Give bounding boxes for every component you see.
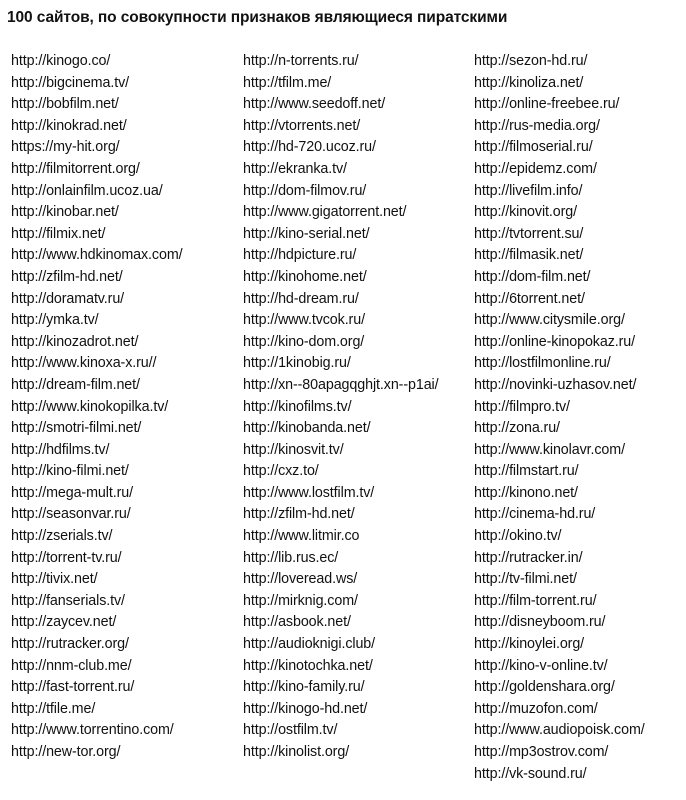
site-url-item: http://vtorrents.net/ [243, 117, 361, 134]
site-url-item: https://my-hit.org/ [11, 139, 120, 156]
site-url-item: http://zfilm-hd.net/ [243, 506, 355, 523]
site-url-item: http://kino-filmi.net/ [11, 463, 129, 480]
site-url-item: http://www.lostfilm.tv/ [243, 484, 375, 501]
site-url-item: http://muzofon.com/ [474, 700, 598, 717]
site-url-item: http://nnm-club.me/ [11, 657, 132, 674]
site-url-item: http://online-freebee.ru/ [474, 96, 620, 113]
site-url-item: http://xn--80apagqghjt.xn--p1ai/ [243, 376, 439, 393]
site-url-item: http://new-tor.org/ [11, 744, 121, 760]
site-url-item: http://ymka.tv/ [11, 312, 99, 329]
site-url-item: http://kinoliza.net/ [474, 74, 584, 91]
site-url-item: http://kinoylei.org/ [474, 636, 585, 653]
site-url-item: http://mirknig.com/ [243, 592, 358, 609]
site-url-item: http://bigcinema.tv/ [11, 74, 129, 91]
site-url-item: http://dom-filmov.ru/ [243, 182, 367, 199]
site-url-item: http://zona.ru/ [474, 420, 560, 437]
site-url-item: http://sezon-hd.ru/ [474, 53, 588, 69]
site-url-item: http://audioknigi.club/ [243, 636, 376, 653]
site-url-item: http://goldenshara.org/ [474, 679, 615, 696]
page-title: 100 сайтов, по совокупности признаков являющиеся пиратскими [7, 9, 508, 26]
site-url-item: http://ekranka.tv/ [243, 160, 347, 177]
site-url-item: http://fanserials.tv/ [11, 592, 125, 609]
site-url-item: http://hdfilms.tv/ [11, 441, 110, 458]
site-url-item: http://filmpro.tv/ [474, 398, 570, 415]
site-url-item: http://tvtorrent.su/ [474, 225, 584, 242]
site-url-item: http://kino-serial.net/ [243, 225, 370, 242]
site-url-item: http://ostfilm.tv/ [243, 722, 338, 739]
site-url-item: http://www.tvcok.ru/ [243, 312, 365, 329]
site-url-item: http://kinozadrot.net/ [11, 333, 139, 350]
site-url-item: http://kino-dom.org/ [243, 333, 365, 350]
site-url-item: http://6torrent.net/ [474, 290, 585, 307]
site-url-item: http://www.citysmile.org/ [474, 312, 625, 329]
site-url-item: http://kinolist.org/ [243, 744, 350, 760]
site-url-item: http://mp3ostrov.com/ [474, 744, 609, 760]
site-url-item: http://www.kinoxa-x.ru// [11, 355, 157, 372]
site-url-item: http://tv-filmi.net/ [474, 571, 577, 588]
site-url-item: http://kinobar.net/ [11, 204, 119, 221]
site-url-item: http://seasonvar.ru/ [11, 506, 131, 523]
site-url-item: http://torrent-tv.ru/ [11, 549, 122, 566]
site-url-item: http://www.torrentino.com/ [11, 722, 174, 739]
site-url-item: http://online-kinopokaz.ru/ [474, 333, 636, 350]
site-url-item: http://novinki-uzhasov.net/ [474, 376, 637, 393]
site-url-item: http://1kinobig.ru/ [243, 355, 351, 372]
site-url-item: http://kinovit.org/ [474, 204, 577, 221]
site-url-item: http://www.gigatorrent.net/ [243, 204, 407, 221]
site-url-item: http://filmoserial.ru/ [474, 139, 593, 156]
site-url-item: http://rutracker.org/ [11, 636, 129, 653]
site-url-item: http://epidemz.com/ [474, 160, 597, 177]
site-url-item: http://kinogo-hd.net/ [243, 700, 368, 717]
site-url-item: http://tfile.me/ [11, 700, 96, 717]
site-url-item: http://kinono.net/ [474, 484, 578, 501]
site-url-item: http://www.seedoff.net/ [243, 96, 386, 113]
site-url-item: http://loveread.ws/ [243, 571, 358, 588]
site-url-item: http://fast-torrent.ru/ [11, 679, 135, 696]
site-url-item: http://www.hdkinomax.com/ [11, 247, 183, 264]
site-url-item: http://smotri-filmi.net/ [11, 420, 142, 437]
site-url-item: http://hdpicture.ru/ [243, 247, 357, 264]
site-url-item: http://filmix.net/ [11, 225, 106, 242]
site-list-column-1 [11, 51, 183, 764]
site-url-item: http://hd-720.ucoz.ru/ [243, 139, 376, 156]
site-url-item: http://tfilm.me/ [243, 74, 332, 91]
site-url-item: http://zfilm-hd.net/ [11, 268, 123, 285]
site-url-item: http://www.audiopoisk.com/ [474, 722, 645, 739]
site-url-item: http://onlainfilm.ucoz.ua/ [11, 182, 163, 199]
site-url-item: http://www.litmir.co [243, 528, 360, 545]
site-url-item: http://kinofilms.tv/ [243, 398, 352, 415]
site-url-item: http://zaycev.net/ [11, 614, 117, 631]
site-url-item: http://lostfilmonline.ru/ [474, 355, 611, 372]
site-url-item: http://www.kinokopilka.tv/ [11, 398, 169, 415]
site-url-item: http://rus-media.org/ [474, 117, 600, 134]
site-url-item: http://kinotochka.net/ [243, 657, 373, 674]
site-url-item: http://mega-mult.ru/ [11, 484, 133, 501]
site-url-item: http://bobfilm.net/ [11, 96, 119, 113]
site-url-item: http://asbook.net/ [243, 614, 351, 631]
site-url-item: http://kinokrad.net/ [11, 117, 127, 134]
site-url-item: http://dom-film.net/ [474, 268, 591, 285]
site-url-item: http://cinema-hd.ru/ [474, 506, 596, 523]
site-url-item: http://filmstart.ru/ [474, 463, 579, 480]
site-url-item: http://cxz.to/ [243, 463, 319, 480]
site-url-item: http://rutracker.in/ [474, 549, 583, 566]
site-url-item: http://filmitorrent.org/ [11, 160, 140, 177]
site-url-item: http://kino-family.ru/ [243, 679, 365, 696]
site-url-item: http://lib.rus.ec/ [243, 549, 339, 566]
site-url-item: http://zserials.tv/ [11, 528, 113, 545]
site-url-item: http://dream-film.net/ [11, 376, 140, 393]
site-url-item: http://kinosvit.tv/ [243, 441, 344, 458]
site-url-item: http://film-torrent.ru/ [474, 592, 597, 609]
site-url-item: http://okino.tv/ [474, 528, 562, 545]
site-url-item: http://n-torrents.ru/ [243, 53, 359, 69]
site-url-item: http://hd-dream.ru/ [243, 290, 359, 307]
site-list-column-3 [474, 51, 645, 785]
site-url-item: http://filmasik.net/ [474, 247, 584, 264]
site-url-item: http://livefilm.info/ [474, 182, 583, 199]
site-url-item: http://doramatv.ru/ [11, 290, 125, 307]
site-url-item: http://www.kinolavr.com/ [474, 441, 625, 458]
site-url-item: http://kinogo.co/ [11, 53, 111, 69]
site-url-item: http://disneyboom.ru/ [474, 614, 606, 631]
site-list-column-2 [243, 51, 439, 764]
site-url-item: http://vk-sound.ru/ [474, 765, 587, 782]
site-url-item: http://kino-v-online.tv/ [474, 657, 608, 674]
site-url-item: http://tivix.net/ [11, 571, 98, 588]
site-url-item: http://kinobanda.net/ [243, 420, 371, 437]
site-url-item: http://kinohome.net/ [243, 268, 367, 285]
